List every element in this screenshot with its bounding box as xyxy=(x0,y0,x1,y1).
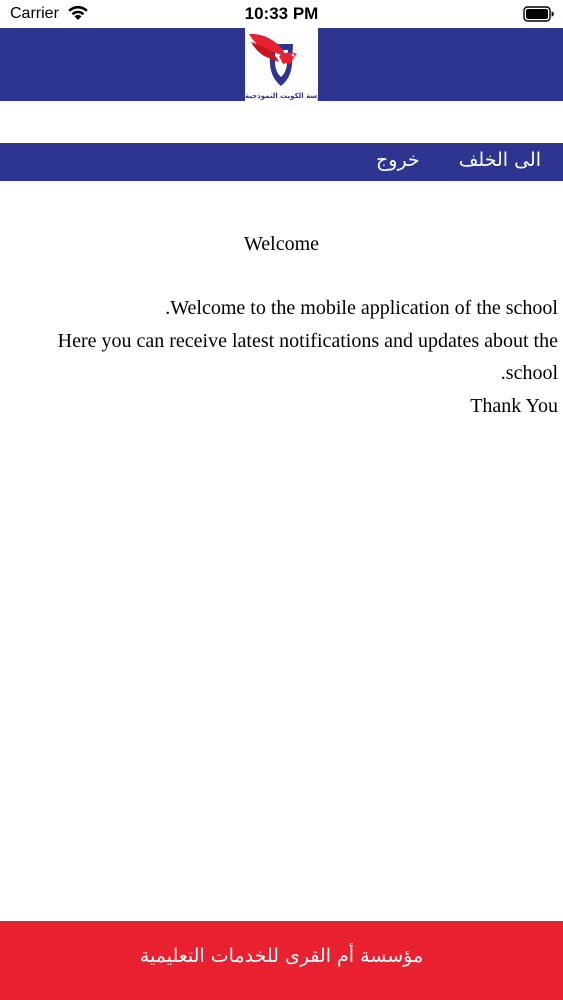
eagle-shield-icon xyxy=(245,28,330,101)
welcome-message xyxy=(0,292,563,422)
logo-caption: مدرسة الكويت النموذجية xyxy=(245,92,330,100)
nav-bar xyxy=(0,143,563,181)
footer-text: مؤسسة أم القرى للخدمات التعليمية xyxy=(139,945,424,967)
message-line: .school xyxy=(500,362,558,384)
welcome-content xyxy=(0,220,563,422)
exit-button[interactable]: خروج xyxy=(376,149,420,171)
status-time: 10:33 PM xyxy=(244,4,319,23)
school-logo xyxy=(245,28,330,101)
status-bar xyxy=(0,0,563,28)
battery-full-icon xyxy=(523,6,555,22)
footer-bar xyxy=(0,921,563,1000)
carrier-label: Carrier xyxy=(10,5,59,22)
welcome-title: Welcome xyxy=(243,233,320,255)
message-line: Thank You xyxy=(470,394,558,417)
message-line: .Welcome to the mobile application of the school xyxy=(165,297,558,319)
back-button[interactable]: الى الخلف xyxy=(458,149,541,171)
message-line: Here you can receive latest notifications and updates about the xyxy=(57,329,558,352)
